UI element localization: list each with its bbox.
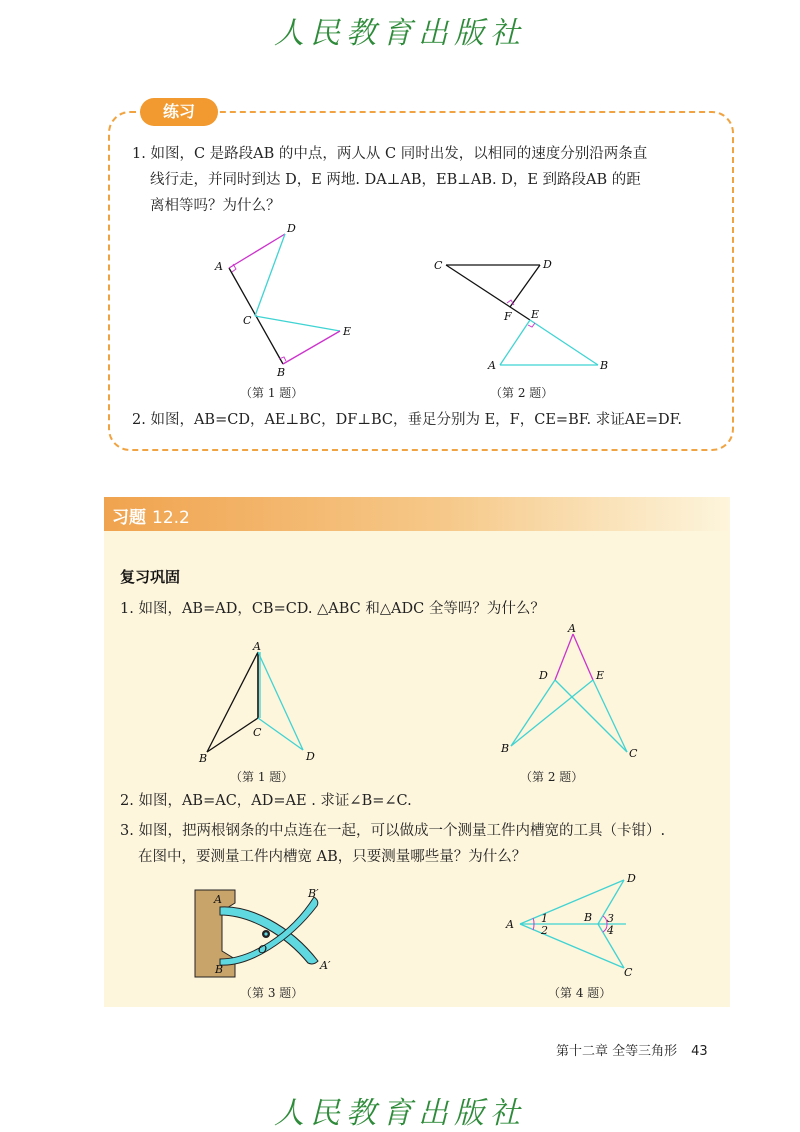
fig2-line-cb xyxy=(446,265,530,320)
ex1-line-ab xyxy=(207,652,258,752)
exercise-figure-3 xyxy=(190,885,350,985)
fig2-label-b: B xyxy=(600,359,609,372)
exercise-figure-4 xyxy=(500,868,645,980)
exercise-q1: 1. 如图，AB=AD，CB=CD. △ABC 和△ADC 全等吗？为什么？ xyxy=(120,601,545,617)
practice-q2: 2. 如图，AB=CD，AE⊥BC，DF⊥BC，垂足分别为 E，F，CE=BF. 求证AE=DF. xyxy=(132,412,682,428)
ex3-label-ap: A′ xyxy=(320,959,331,972)
fig1-line-cd xyxy=(255,234,285,316)
fig2-label-f: F xyxy=(504,310,512,323)
exercise-q2: 2. 如图，AB=AC，AD=AE . 求证∠B=∠C. xyxy=(120,793,412,809)
exercise-header-bar xyxy=(104,497,730,531)
fig2-line-ae xyxy=(500,320,530,365)
ex4-angle-1-arc xyxy=(533,918,534,924)
ex4-label-c: C xyxy=(624,966,633,979)
ex2-label-b: B xyxy=(501,742,510,755)
exercise-title-text: 习题 xyxy=(112,508,146,528)
ex4-label-3: 3 xyxy=(607,912,614,925)
page-footer xyxy=(556,1040,708,1059)
ex2-label-e: E xyxy=(596,669,605,682)
ex4-label-d: D xyxy=(627,872,636,885)
ex2-line-ec xyxy=(593,680,627,752)
ex4-label-a: A xyxy=(506,918,514,931)
ex3-label-a: A xyxy=(214,893,222,906)
practice-figure-2 xyxy=(430,250,610,375)
exercise-fig2-caption: （第 2 题） xyxy=(520,770,584,784)
practice-q1-line3: 离相等吗？为什么？ xyxy=(150,198,281,214)
ex1-line-bc xyxy=(207,718,258,752)
exercise-fig4-caption: （第 4 题） xyxy=(548,986,612,1000)
fig2-right-angle-e xyxy=(528,323,535,327)
fig2-label-a: A xyxy=(488,359,496,372)
fig1-line-ad xyxy=(229,234,285,268)
ex2-label-d: D xyxy=(539,669,548,682)
footer-chapter: 第十二章 全等三角形 xyxy=(556,1044,678,1059)
fig1-label-e: E xyxy=(343,325,352,338)
practice-fig2-caption: （第 2 题） xyxy=(490,386,554,400)
ex3-label-o: O xyxy=(258,943,268,956)
fig1-label-b: B xyxy=(277,366,286,378)
footer-page-number: 43 xyxy=(691,1044,708,1059)
ex2-label-a: A xyxy=(568,622,576,635)
ex4-label-2: 2 xyxy=(541,924,548,937)
ex2-line-ad xyxy=(555,634,573,680)
practice-q1-line1: 1. 如图，C 是路段AB 的中点，两人从 C 同时出发，以相同的速度分别沿两条直 xyxy=(132,146,648,162)
fig1-line-be xyxy=(283,331,340,364)
ex1-label-a: A xyxy=(253,640,261,653)
ex4-label-1: 1 xyxy=(541,912,548,925)
section-review-title: 复习巩固 xyxy=(120,568,181,586)
fig1-label-d: D xyxy=(287,222,296,235)
ex2-label-c: C xyxy=(629,747,638,760)
exercise-q3-line2: 在图中，要测量工件内槽宽 AB，只要测量哪些量？为什么？ xyxy=(138,849,527,865)
ex4-angle-2-arc xyxy=(533,924,534,930)
ex1-line-ad xyxy=(258,652,303,750)
practice-figure-1 xyxy=(205,218,365,378)
exercise-fig3-caption: （第 3 题） xyxy=(240,986,304,1000)
practice-fig1-caption: （第 1 题） xyxy=(240,386,304,400)
ex1-label-d: D xyxy=(306,750,315,763)
ex2-line-ae xyxy=(573,634,593,680)
fig1-label-a: A xyxy=(215,260,223,273)
ex3-label-bp: B′ xyxy=(308,887,319,900)
ex2-line-dc xyxy=(555,680,627,752)
exercise-figure-1 xyxy=(195,640,330,765)
fig2-line-eb xyxy=(530,320,598,365)
ex2-line-eb xyxy=(511,680,593,746)
fig2-label-e: E xyxy=(531,308,540,321)
exercise-fig1-caption: （第 1 题） xyxy=(230,770,294,784)
ex4-label-b: B xyxy=(584,911,593,924)
fig1-label-c: C xyxy=(243,314,252,327)
exercise-figure-2 xyxy=(495,620,645,765)
fig2-right-angle-f xyxy=(507,300,514,305)
fig2-label-d: D xyxy=(543,258,552,271)
exercise-title xyxy=(112,503,190,528)
publisher-watermark-bottom: 人民教育出版社 xyxy=(274,1096,526,1131)
fig2-label-c: C xyxy=(434,259,443,272)
exercise-q3-line1: 3. 如图，把两根钢条的中点连在一起，可以做成一个测量工件内槽宽的工具（卡钳）. xyxy=(120,823,666,839)
ex1-label-c: C xyxy=(253,726,262,739)
fig1-line-ce xyxy=(255,316,340,331)
practice-tag: 练习 xyxy=(140,98,218,126)
practice-q1-line2: 线行走，并同时到达 D，E 两地. DA⊥AB，EB⊥AB. D，E 到路段AB 的距 xyxy=(150,172,641,188)
ex1-label-b: B xyxy=(199,752,208,765)
fig2-line-dc-f xyxy=(510,265,540,307)
ex3-label-b: B xyxy=(215,963,224,976)
exercise-title-number: 12.2 xyxy=(152,508,190,528)
ex4-label-4: 4 xyxy=(607,924,614,937)
ex2-line-db xyxy=(511,680,555,746)
publisher-watermark-top: 人民教育出版社 xyxy=(274,16,526,51)
